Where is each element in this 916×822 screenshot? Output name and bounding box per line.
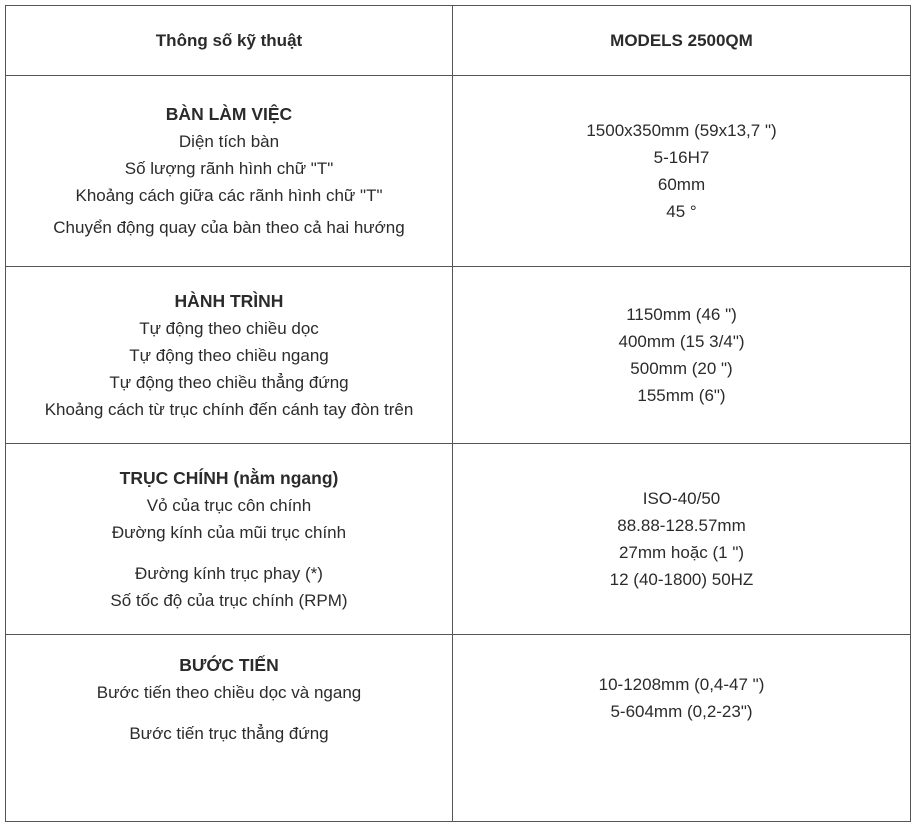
table-row bbox=[6, 635, 911, 822]
section-values-cell bbox=[453, 267, 911, 444]
section-labels-cell bbox=[6, 635, 453, 822]
section-values-cell bbox=[453, 635, 911, 822]
table-row bbox=[6, 444, 911, 635]
section-title: BÀN LÀM VIỆC bbox=[165, 104, 293, 124]
section-labels-cell bbox=[6, 76, 453, 267]
section-title: HÀNH TRÌNH bbox=[174, 290, 284, 311]
section-values-cell bbox=[453, 444, 911, 635]
spec-value: ISO-40/50 bbox=[642, 489, 721, 508]
section-title: BƯỚC TIẾN bbox=[179, 655, 279, 675]
spec-label: Tự động theo chiều dọc bbox=[139, 318, 319, 338]
spec-value: 27mm hoặc (1 ") bbox=[618, 543, 745, 562]
spec-value: 155mm (6") bbox=[637, 386, 726, 405]
spec-label: Số lượng rãnh hình chữ "T" bbox=[124, 159, 334, 178]
spec-label: Diện tích bàn bbox=[178, 132, 280, 151]
spec-label: Đường kính của mũi trục chính bbox=[111, 522, 347, 542]
spec-value: 1150mm (46 ") bbox=[626, 305, 737, 324]
spec-label: Khoảng cách giữa các rãnh hình chữ "T" bbox=[75, 186, 383, 205]
spec-value: 88.88-128.57mm bbox=[617, 516, 746, 535]
table-row bbox=[6, 267, 911, 444]
spec-label: Vỏ của trục côn chính bbox=[146, 495, 312, 515]
section-labels-cell bbox=[6, 267, 453, 444]
spec-label: Tự động theo chiều thẳng đứng bbox=[109, 372, 349, 392]
spec-value: 400mm (15 3/4") bbox=[618, 332, 745, 351]
spec-value: 12 (40-1800) 50HZ bbox=[609, 570, 754, 589]
section-values-cell bbox=[453, 76, 911, 267]
spec-table bbox=[5, 5, 911, 822]
spec-value: 5-16H7 bbox=[653, 148, 710, 167]
spec-value: 45 ° bbox=[666, 202, 697, 221]
spec-label: Chuyển động quay của bàn theo cả hai hướng bbox=[53, 218, 405, 237]
table-row bbox=[6, 76, 911, 267]
spec-label: Bước tiến theo chiều dọc và ngang bbox=[96, 683, 362, 702]
spec-label: Tự động theo chiều ngang bbox=[129, 345, 329, 365]
spec-label: Số tốc độ của trục chính (RPM) bbox=[110, 590, 348, 610]
spec-value: 60mm bbox=[657, 175, 706, 194]
section-labels-cell bbox=[6, 444, 453, 635]
spec-value: 1500x350mm (59x13,7 ") bbox=[586, 121, 777, 140]
spec-value: 5-604mm (0,2-23") bbox=[610, 702, 753, 721]
spec-label: Khoảng cách từ trục chính đến cánh tay đòn trên bbox=[44, 399, 414, 419]
header-spec-label: Thông số kỹ thuật bbox=[6, 6, 453, 76]
spec-label: Bước tiến trục thẳng đứng bbox=[129, 724, 329, 743]
spec-label: Đường kính trục phay (*) bbox=[135, 563, 323, 583]
spec-value: 10-1208mm (0,4-47 ") bbox=[598, 675, 765, 694]
section-title: TRỤC CHÍNH (nằm ngang) bbox=[119, 467, 339, 488]
header-model-label: MODELS 2500QM bbox=[453, 6, 911, 76]
spec-value: 500mm (20 ") bbox=[630, 359, 733, 378]
table-header-row bbox=[6, 6, 911, 76]
